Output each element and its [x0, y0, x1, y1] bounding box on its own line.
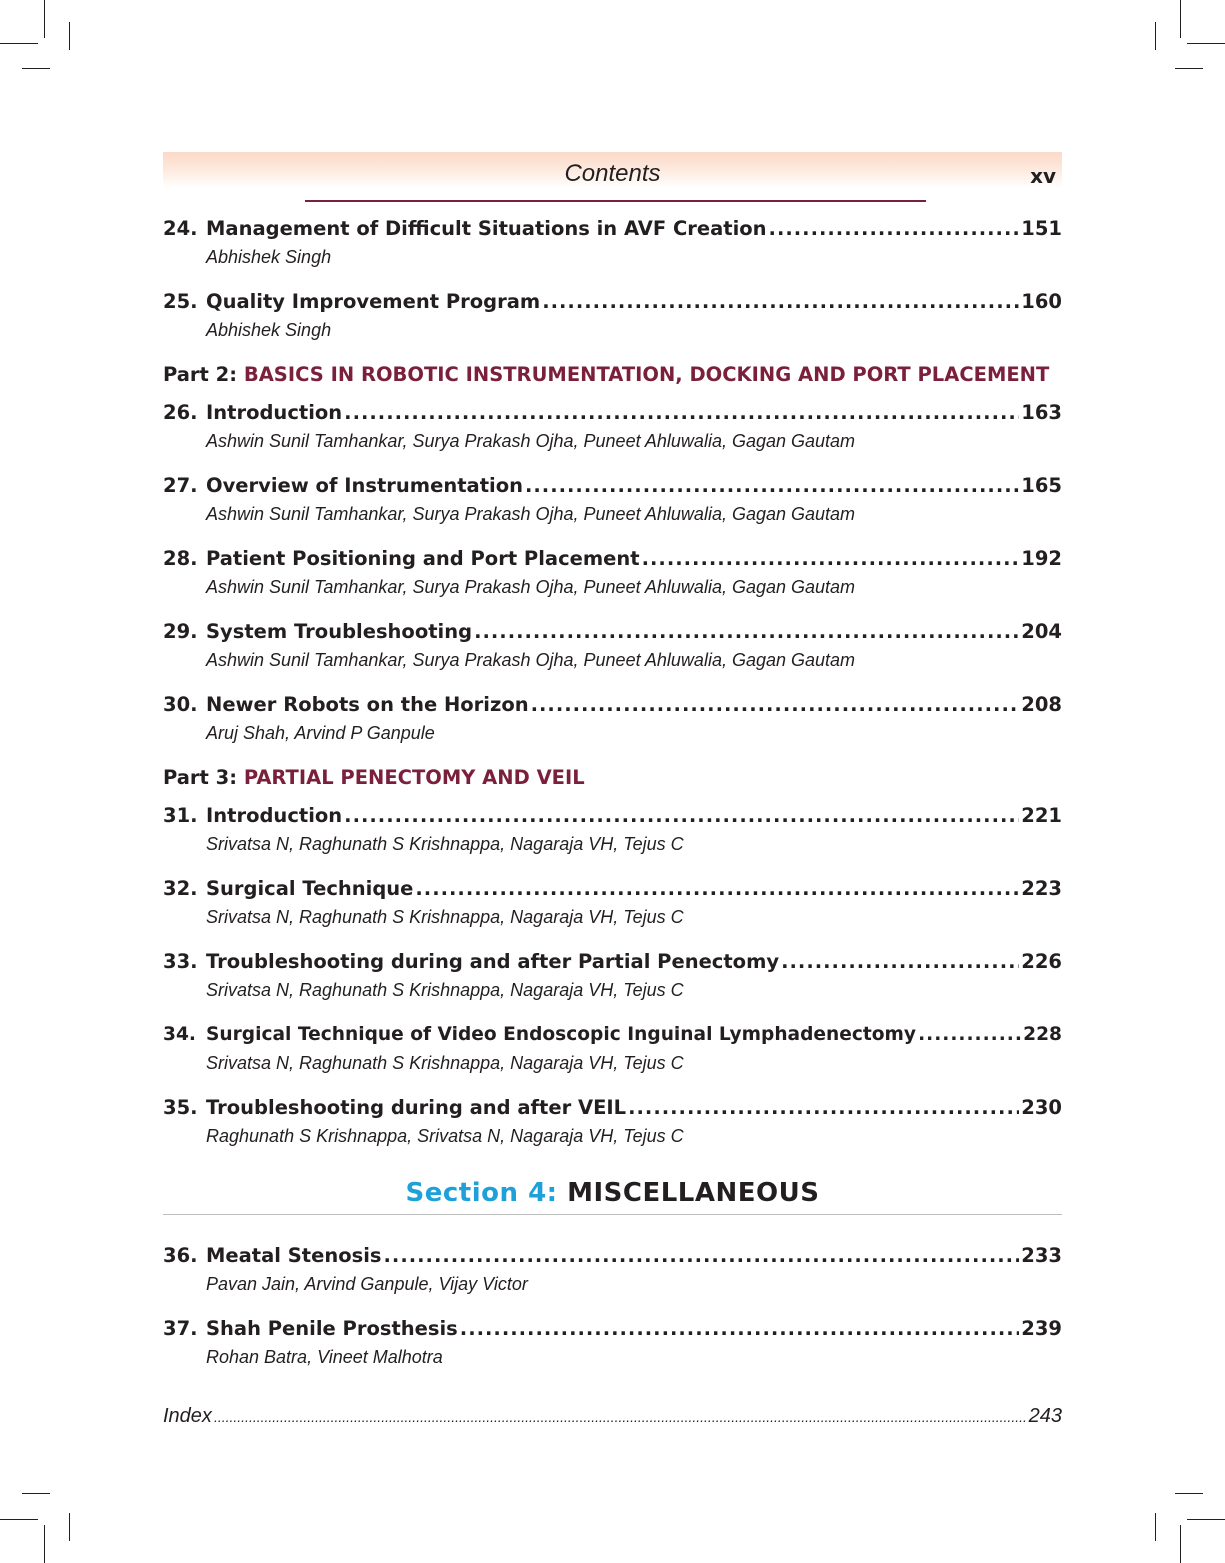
dot-leader [344, 400, 1019, 426]
toc-entry[interactable] [163, 289, 1062, 342]
dot-leader [214, 1404, 1027, 1430]
entry-line [163, 289, 1062, 315]
crop-mark [1187, 43, 1225, 44]
chapter-page: 228 [1023, 1024, 1062, 1045]
chapter-authors: Ashwin Sunil Tamhankar, Surya Prakash Ojha, Puneet Ahluwalia, Gagan Gautam [206, 431, 856, 451]
entry-line [163, 400, 1062, 426]
crop-mark [1180, 1525, 1181, 1563]
toc-entry[interactable] [163, 1095, 1062, 1148]
dot-leader [525, 473, 1019, 499]
part-title: BASICS IN ROBOTIC INSTRUMENTATION, DOCKING AND PORT PLACEMENT [243, 363, 1050, 386]
chapter-title[interactable]: Surgical Technique [206, 877, 414, 900]
chapter-authors: Ashwin Sunil Tamhankar, Surya Prakash Ojha, Puneet Ahluwalia, Gagan Gautam [206, 650, 856, 670]
chapter-title[interactable]: Meatal Stenosis [206, 1244, 382, 1267]
entry-line [163, 546, 1062, 572]
page-number: xv [1030, 164, 1056, 188]
chapter-page: 221 [1021, 804, 1062, 827]
chapter-title[interactable]: Troubleshooting during and after VEIL [206, 1096, 627, 1119]
entry-line [163, 803, 1062, 829]
entry-line [163, 1316, 1062, 1342]
chapter-page: 163 [1021, 401, 1062, 424]
chapter-number: 36. [163, 1244, 198, 1267]
chapter-number: 28. [163, 547, 198, 570]
chapter-number: 34. [163, 1024, 196, 1045]
entry-line [163, 949, 1062, 975]
dot-leader [769, 216, 1020, 242]
toc-entry[interactable] [163, 473, 1062, 526]
chapter-authors: Srivatsa N, Raghunath S Krishnappa, Nagaraja VH, Tejus C [206, 907, 684, 927]
header-title: Contents [564, 160, 661, 187]
chapter-number: 35. [163, 1096, 198, 1119]
chapter-page: 160 [1021, 290, 1062, 313]
dot-leader [642, 546, 1020, 572]
toc-entry[interactable] [163, 216, 1062, 269]
chapter-page: 223 [1021, 877, 1062, 900]
chapter-authors: Pavan Jain, Arvind Ganpule, Vijay Victor [206, 1274, 528, 1294]
table-of-contents [163, 216, 1062, 1430]
chapter-title[interactable]: Introduction [206, 401, 343, 424]
crop-mark [44, 1525, 45, 1563]
dot-leader [781, 949, 1019, 975]
chapter-number: 37. [163, 1317, 198, 1340]
crop-mark [1175, 1493, 1203, 1494]
toc-entry[interactable] [163, 1022, 1062, 1075]
crop-mark [1180, 0, 1181, 38]
toc-entry[interactable] [163, 949, 1062, 1002]
entry-line [163, 876, 1062, 902]
chapter-number: 24. [163, 217, 198, 240]
part-label: Part 3: [163, 766, 238, 789]
crop-mark [1187, 1519, 1225, 1520]
chapter-authors: Srivatsa N, Raghunath S Krishnappa, Nagaraja VH, Tejus C [206, 980, 684, 1000]
index-entry[interactable] [163, 1403, 1062, 1430]
chapter-page: 204 [1021, 620, 1062, 643]
dot-leader [460, 1316, 1020, 1342]
toc-entry[interactable] [163, 803, 1062, 856]
chapter-authors: Ashwin Sunil Tamhankar, Surya Prakash Ojha, Puneet Ahluwalia, Gagan Gautam [206, 504, 856, 524]
chapter-authors: Rohan Batra, Vineet Malhotra [206, 1347, 443, 1367]
entry-line [163, 1022, 1062, 1048]
chapter-title[interactable]: Troubleshooting during and after Partial Penectomy [206, 950, 780, 973]
section-heading [163, 1176, 1062, 1210]
chapter-title[interactable]: Shah Penile Prosthesis [206, 1317, 458, 1340]
chapter-page: 230 [1021, 1096, 1062, 1119]
chapter-title[interactable]: Surgical Technique of Video Endoscopic Inguinal Lymphadenectomy [206, 1024, 917, 1045]
section-title: MISCELLANEOUS [567, 1178, 820, 1208]
dot-leader [628, 1095, 1019, 1121]
toc-entry[interactable] [163, 546, 1062, 599]
toc-entry[interactable] [163, 1243, 1062, 1296]
crop-mark [22, 68, 50, 69]
entry-line [163, 216, 1062, 242]
chapter-authors: Aruj Shah, Arvind P Ganpule [206, 723, 435, 743]
chapter-number: 29. [163, 620, 198, 643]
chapter-authors: Srivatsa N, Raghunath S Krishnappa, Nagaraja VH, Tejus C [206, 834, 684, 854]
chapter-page: 208 [1021, 693, 1062, 716]
crop-mark [22, 1493, 50, 1494]
toc-entry[interactable] [163, 619, 1062, 672]
crop-mark [44, 0, 45, 38]
section-label: Section 4: [405, 1178, 558, 1208]
chapter-title[interactable]: Patient Positioning and Port Placement [206, 547, 640, 570]
crop-mark [69, 1513, 70, 1541]
chapter-title[interactable]: Management of Difficult Situations in AVF Creation [206, 217, 767, 240]
chapter-authors: Raghunath S Krishnappa, Srivatsa N, Nagaraja VH, Tejus C [206, 1126, 684, 1146]
toc-entry[interactable] [163, 876, 1062, 929]
chapter-page: 239 [1021, 1317, 1062, 1340]
chapter-page: 226 [1021, 950, 1062, 973]
dot-leader [542, 289, 1019, 315]
entry-line [163, 1095, 1062, 1121]
entry-line [163, 692, 1062, 718]
chapter-number: 25. [163, 290, 198, 313]
toc-entry[interactable] [163, 400, 1062, 453]
chapter-page: 165 [1021, 474, 1062, 497]
crop-mark [0, 1519, 38, 1520]
chapter-number: 27. [163, 474, 198, 497]
chapter-title[interactable]: Introduction [206, 804, 343, 827]
chapter-authors: Ashwin Sunil Tamhankar, Surya Prakash Ojha, Puneet Ahluwalia, Gagan Gautam [206, 577, 856, 597]
contents-page [163, 152, 1062, 1430]
crop-mark [69, 22, 70, 50]
part-title: PARTIAL PENECTOMY AND VEIL [243, 766, 585, 789]
index-label[interactable]: Index [163, 1405, 212, 1427]
dot-leader [344, 803, 1019, 829]
part-heading [163, 765, 1062, 791]
toc-entry[interactable] [163, 692, 1062, 745]
crop-mark [1155, 1513, 1156, 1541]
crop-mark [1175, 68, 1203, 69]
entry-line [163, 1243, 1062, 1269]
header-rule [305, 200, 926, 202]
section-rule [163, 1214, 1062, 1215]
crop-mark [0, 43, 38, 44]
index-page: 243 [1028, 1405, 1062, 1427]
entry-line [163, 473, 1062, 499]
chapter-title[interactable]: Newer Robots on the Horizon [206, 693, 529, 716]
chapter-authors: Srivatsa N, Raghunath S Krishnappa, Nagaraja VH, Tejus C [206, 1053, 684, 1073]
chapter-page: 151 [1021, 217, 1062, 240]
dot-leader [918, 1022, 1021, 1048]
entry-line [163, 619, 1062, 645]
chapter-authors: Abhishek Singh [206, 247, 332, 267]
chapter-title[interactable]: Overview of Instrumentation [206, 474, 523, 497]
dot-leader [531, 692, 1020, 718]
dot-leader [474, 619, 1019, 645]
part-heading [163, 362, 1062, 388]
chapter-authors: Abhishek Singh [206, 320, 332, 340]
chapter-number: 26. [163, 401, 198, 424]
chapter-title[interactable]: System Troubleshooting [206, 620, 473, 643]
running-header [163, 152, 1062, 188]
chapter-number: 31. [163, 804, 198, 827]
toc-entry[interactable] [163, 1316, 1062, 1369]
chapter-number: 33. [163, 950, 198, 973]
chapter-page: 192 [1021, 547, 1062, 570]
chapter-title[interactable]: Quality Improvement Program [206, 290, 541, 313]
part-label: Part 2: [163, 363, 238, 386]
chapter-page: 233 [1021, 1244, 1062, 1267]
crop-mark [1155, 22, 1156, 50]
chapter-number: 30. [163, 693, 198, 716]
dot-leader [415, 876, 1019, 902]
chapter-number: 32. [163, 877, 198, 900]
dot-leader [384, 1243, 1020, 1269]
